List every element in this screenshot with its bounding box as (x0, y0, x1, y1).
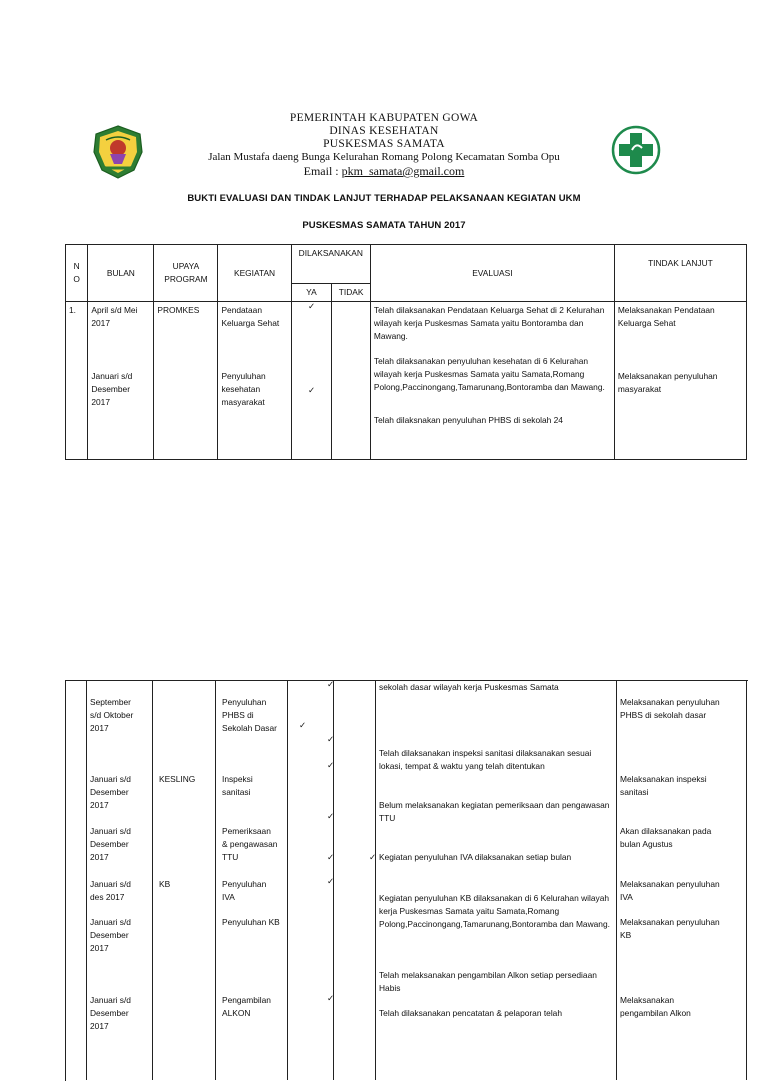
check-mark: ✓ (307, 301, 315, 311)
p2-row-4-bulan: Januari s/d des 2017 (90, 879, 131, 902)
evaluation-table-part-1 (65, 244, 747, 460)
email-link[interactable]: pkm_samata@gmail.com (341, 164, 465, 178)
p2-row-6-tindak: Melaksanakan pengambilan Alkon (620, 995, 691, 1018)
check-mark: ✓ (307, 385, 315, 395)
row-1-evaluasi (370, 302, 614, 460)
row-1-tindak-b: Melaksanakan penyuluhan masyarakat (617, 371, 718, 394)
p2-row-1-kegiatan: Penyuluhan PHBS di Sekolah Dasar (222, 697, 277, 733)
p2-row-2-bulan: Januari s/d Desember 2017 (90, 774, 131, 810)
p2-row-3-bulan: Januari s/d Desember 2017 (90, 826, 131, 862)
header-line-3: PUSKESMAS SAMATA (323, 138, 445, 150)
p2-row-5-bulan: Januari s/d Desember 2017 (90, 917, 131, 953)
check-mark: ✓ (327, 760, 335, 770)
col-header-evaluasi: EVALUASI (370, 245, 614, 302)
check-mark: ✓ (327, 811, 335, 821)
row-1-eval-c: Telah dilaksnakan penyuluhan PHBS di sekolah 24 (373, 415, 563, 425)
letterhead (0, 112, 768, 178)
row-1-tindak-lanjut (614, 302, 746, 460)
p2-row-2-upaya: KESLING (159, 774, 196, 784)
row-1-kegiatan-a: Pendataan Keluarga Sehat (221, 305, 280, 328)
p2-row-4-tindak: Melaksanakan penyuluhan IVA (620, 879, 720, 902)
p2-row-2-kegiatan: Inspeksi sanitasi (222, 774, 253, 797)
p2-row-4-eval: Kegiatan penyuluhan IVA dilaksanakan setiap bulan (379, 852, 572, 862)
check-mark: ✓ (299, 720, 307, 730)
header-email (0, 164, 768, 178)
p2-row-5-kegiatan: Penyuluhan KB (222, 917, 280, 927)
p2-row-5-eval: Kegiatan penyuluhan KB dilaksanakan di 6 Kelurahan wilayah kerja Puskesmas Samata yaitu Samata,Romang Polong,Paccinongang,Tamarunang,Bontoramba dan Mawang. (379, 893, 610, 929)
p2-row-6-eval-b: Telah dilaksanakan pencatatan & pelaporan telah (379, 1008, 562, 1018)
row-1-bulan (88, 302, 154, 460)
col-header-tidak: TIDAK (332, 284, 371, 302)
header-line-2: DINAS KESEHATAN (329, 125, 439, 137)
p2-row-2-eval: Telah dilaksanakan inspeksi sanitasi dilaksanakan sesuai lokasi, tempat & waktu yang telah ditentukan (379, 748, 592, 771)
row-1-eval-b: Telah dilaksanakan penyuluhan kesehatan di 6 Kelurahan wilayah kerja Puskesmas Samata yaitu Samata,Romang Polong,Paccinongang,Tamarunang,Bontoramba dan Mawang. (373, 356, 605, 392)
check-mark: ✓ (327, 679, 335, 689)
p2-row-1-tindak: Melaksanakan penyuluhan PHBS di sekolah dasar (620, 697, 720, 720)
col-header-dilaksanakan: DILAKSANAKAN (291, 245, 370, 284)
p2-row-2-tindak: Melaksanakan inspeksi sanitasi (620, 774, 707, 797)
row-1-eval-a: Telah dilaksanakan Pendataan Keluarga Sehat di 2 Kelurahan wilayah kerja Puskesmas Samata yaitu Bontoramba dan Mawang. (373, 305, 605, 341)
row-1-bulan-b: Januari s/d Desember 2017 (91, 371, 133, 407)
row-1-upaya: PROMKES (154, 302, 218, 460)
row-1-tidak (332, 302, 371, 460)
p2-row-6-bulan: Januari s/d Desember 2017 (90, 995, 131, 1031)
col-header-ya: YA (291, 284, 332, 302)
col-header-upaya: UPAYA PROGRAM (154, 245, 218, 302)
check-mark: ✓ (369, 852, 377, 862)
check-mark: ✓ (327, 993, 335, 1003)
p2-row-6-kegiatan: Pengambilan ALKON (222, 995, 271, 1018)
p2-row-3-kegiatan: Pemeriksaan & pengawasan TTU (222, 826, 278, 862)
col-header-bulan: BULAN (88, 245, 154, 302)
row-1-no: 1. (66, 302, 88, 460)
p2-row-4-kegiatan: Penyuluhan IVA (222, 879, 267, 902)
p2-row-1-bulan: September s/d Oktober 2017 (90, 697, 134, 733)
document-title: BUKTI EVALUASI DAN TINDAK LANJUT TERHADAP PELAKSANAAN KEGIATAN UKM (187, 193, 581, 204)
p2-eval-top: sekolah dasar wilayah kerja Puskesmas Samata (379, 682, 559, 692)
p2-row-3-eval: Belum melaksanakan kegiatan pemeriksaan dan pengawasan TTU (379, 800, 610, 823)
row-1-tindak-a: Melaksanakan Pendataan Keluarga Sehat (617, 305, 715, 328)
p2-row-3-tindak: Akan dilaksanakan pada bulan Agustus (620, 826, 712, 849)
check-mark: ✓ (327, 852, 335, 862)
header-line-1: PEMERINTAH KABUPATEN GOWA (289, 112, 479, 124)
document-subtitle: PUSKESMAS SAMATA TAHUN 2017 (302, 220, 466, 231)
row-1-bulan-a: April s/d Mei 2017 (91, 305, 138, 328)
col-header-tindak-lanjut: TINDAK LANJUT (614, 245, 746, 302)
check-mark: ✓ (327, 734, 335, 744)
row-1-kegiatan-b: Penyuluhan kesehatan masyarakat (221, 371, 266, 407)
header-address: Jalan Mustafa daeng Bunga Kelurahan Romang Polong Kecamatan Somba Opu (208, 151, 560, 163)
row-1-kegiatan (218, 302, 291, 460)
email-label: Email : (303, 164, 342, 178)
col-header-kegiatan: KEGIATAN (218, 245, 291, 302)
p2-row-4-upaya: KB (159, 879, 171, 889)
row-1-ya (291, 302, 332, 460)
evaluation-table-part-2 (65, 679, 748, 1031)
p2-row-6-eval-a: Telah melaksanakan pengambilan Alkon setiap persediaan Habis (379, 970, 597, 993)
p2-row-5-tindak: Melaksanakan penyuluhan KB (620, 917, 720, 940)
col-header-no: N O (66, 245, 88, 302)
check-mark: ✓ (327, 876, 335, 886)
